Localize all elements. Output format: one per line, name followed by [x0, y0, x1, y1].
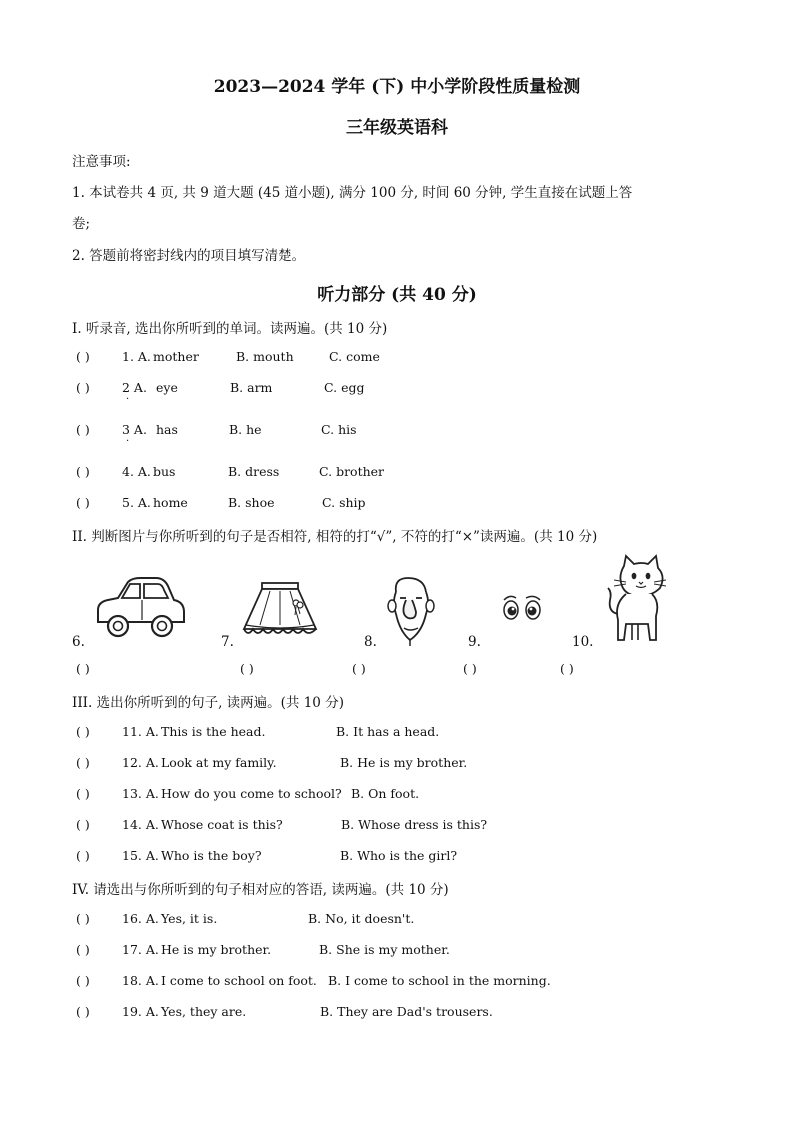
option-c: C. ship [322, 495, 366, 510]
answer-blank[interactable]: ( ) [76, 755, 90, 770]
option-c: C. brother [319, 464, 385, 479]
question-number: 18. A. [122, 973, 159, 988]
answer-blank[interactable]: ( ) [76, 973, 90, 988]
question-number: 1. A. [122, 349, 151, 364]
option-b: B. It has a head. [336, 724, 440, 739]
answer-blank[interactable]: ( ) [76, 349, 90, 364]
notes-line-2: 2. 答题前将密封线内的项目填写清楚。 [72, 248, 306, 264]
option-b: B. They are Dad's trousers. [320, 1004, 493, 1019]
answer-blank[interactable]: ( ) [76, 380, 90, 395]
option-b: B. On foot. [351, 786, 420, 801]
answer-blank[interactable]: ( ) [76, 724, 90, 739]
question-number: 5. A. [122, 495, 151, 510]
option-a: How do you come to school? [161, 786, 342, 801]
option-b: B. He is my brother. [340, 755, 468, 770]
notes-line-1-cont: 卷; [72, 216, 91, 232]
question-number: 15. A. [122, 848, 159, 863]
question-number: 13. A. [122, 786, 159, 801]
answer-blank[interactable]: ( ) [76, 1004, 90, 1019]
option-b: B. arm [230, 380, 273, 395]
option-a: Yes, it is. [161, 911, 218, 926]
exam-subtitle: 三年级英语科 [346, 118, 448, 138]
nose-face-icon [386, 574, 436, 648]
option-b: B. mouth [236, 349, 294, 364]
listening-section-title: 听力部分 (共 40 分) [317, 285, 477, 305]
part3-heading: III. 选出你所听到的句子, 读两遍。(共 10 分) [72, 695, 344, 711]
answer-blank[interactable]: ( ) [76, 817, 90, 832]
answer-blank[interactable]: ( ) [76, 495, 90, 510]
exam-title: 2023—2024 学年 (下) 中小学阶段性质量检测 [213, 77, 581, 97]
option-b: B. No, it doesn't. [308, 911, 415, 926]
answer-blank[interactable]: ( ) [76, 786, 90, 801]
picture-number: 7. [221, 634, 234, 650]
option-b: B. She is my mother. [319, 942, 450, 957]
option-b: B. he [229, 422, 262, 437]
notes-line-1: 1. 本试卷共 4 页, 共 9 道大题 (45 道小题), 满分 100 分, 时间 60 分钟, 学生直接在试题上答 [72, 185, 633, 201]
question-number: 12. A. [122, 755, 159, 770]
answer-blank[interactable]: ( ) [352, 661, 366, 676]
part2-heading: II. 判断图片与你所听到的句子是否相符, 相符的打“√”, 不符的打“×”读两遍。(共 10 分) [72, 529, 598, 545]
option-b: B. dress [228, 464, 280, 479]
question-number: 19. A. [122, 1004, 159, 1019]
decorative-dot: · [126, 436, 130, 447]
notes-heading: 注意事项: [72, 154, 131, 170]
cat-icon [604, 556, 674, 646]
option-c: C. come [329, 349, 380, 364]
answer-blank[interactable]: ( ) [560, 661, 574, 676]
option-a: He is my brother. [161, 942, 272, 957]
question-number: 17. A. [122, 942, 159, 957]
skirt-icon [238, 581, 322, 641]
option-a: Yes, they are. [161, 1004, 247, 1019]
option-a: Look at my family. [161, 755, 277, 770]
option-b: B. Whose dress is this? [341, 817, 488, 832]
option-a: home [153, 495, 188, 510]
option-a: mother [153, 349, 199, 364]
question-number: 4. A. [122, 464, 151, 479]
option-a: This is the head. [161, 724, 266, 739]
answer-blank[interactable]: ( ) [463, 661, 477, 676]
option-a: eye [156, 380, 178, 395]
answer-blank[interactable]: ( ) [240, 661, 254, 676]
question-number: 3 A. [122, 422, 147, 437]
answer-blank[interactable]: ( ) [76, 848, 90, 863]
option-a: Who is the boy? [161, 848, 262, 863]
option-c: C. egg [324, 380, 365, 395]
option-b: B. shoe [228, 495, 275, 510]
car-icon [92, 574, 188, 640]
option-a: Whose coat is this? [161, 817, 283, 832]
question-number: 14. A. [122, 817, 159, 832]
picture-number: 6. [72, 634, 85, 650]
question-number: 16. A. [122, 911, 159, 926]
part4-heading: IV. 请选出与你所听到的句子相对应的答语, 读两遍。(共 10 分) [72, 882, 449, 898]
option-a: I come to school on foot. [161, 973, 317, 988]
option-a: bus [153, 464, 176, 479]
answer-blank[interactable]: ( ) [76, 464, 90, 479]
question-number: 11. A. [122, 724, 159, 739]
decorative-dot: · [126, 394, 130, 405]
picture-number: 8. [364, 634, 377, 650]
option-a: has [156, 422, 178, 437]
option-b: B. I come to school in the morning. [328, 973, 551, 988]
eyes-icon [502, 594, 542, 624]
option-c: C. his [321, 422, 357, 437]
answer-blank[interactable]: ( ) [76, 422, 90, 437]
answer-blank[interactable]: ( ) [76, 911, 90, 926]
answer-blank[interactable]: ( ) [76, 661, 90, 676]
picture-number: 9. [468, 634, 481, 650]
option-b: B. Who is the girl? [340, 848, 458, 863]
part1-heading: I. 听录音, 选出你所听到的单词。读两遍。(共 10 分) [72, 321, 388, 337]
question-number: 2 A. [122, 380, 147, 395]
answer-blank[interactable]: ( ) [76, 942, 90, 957]
picture-number: 10. [572, 634, 594, 650]
